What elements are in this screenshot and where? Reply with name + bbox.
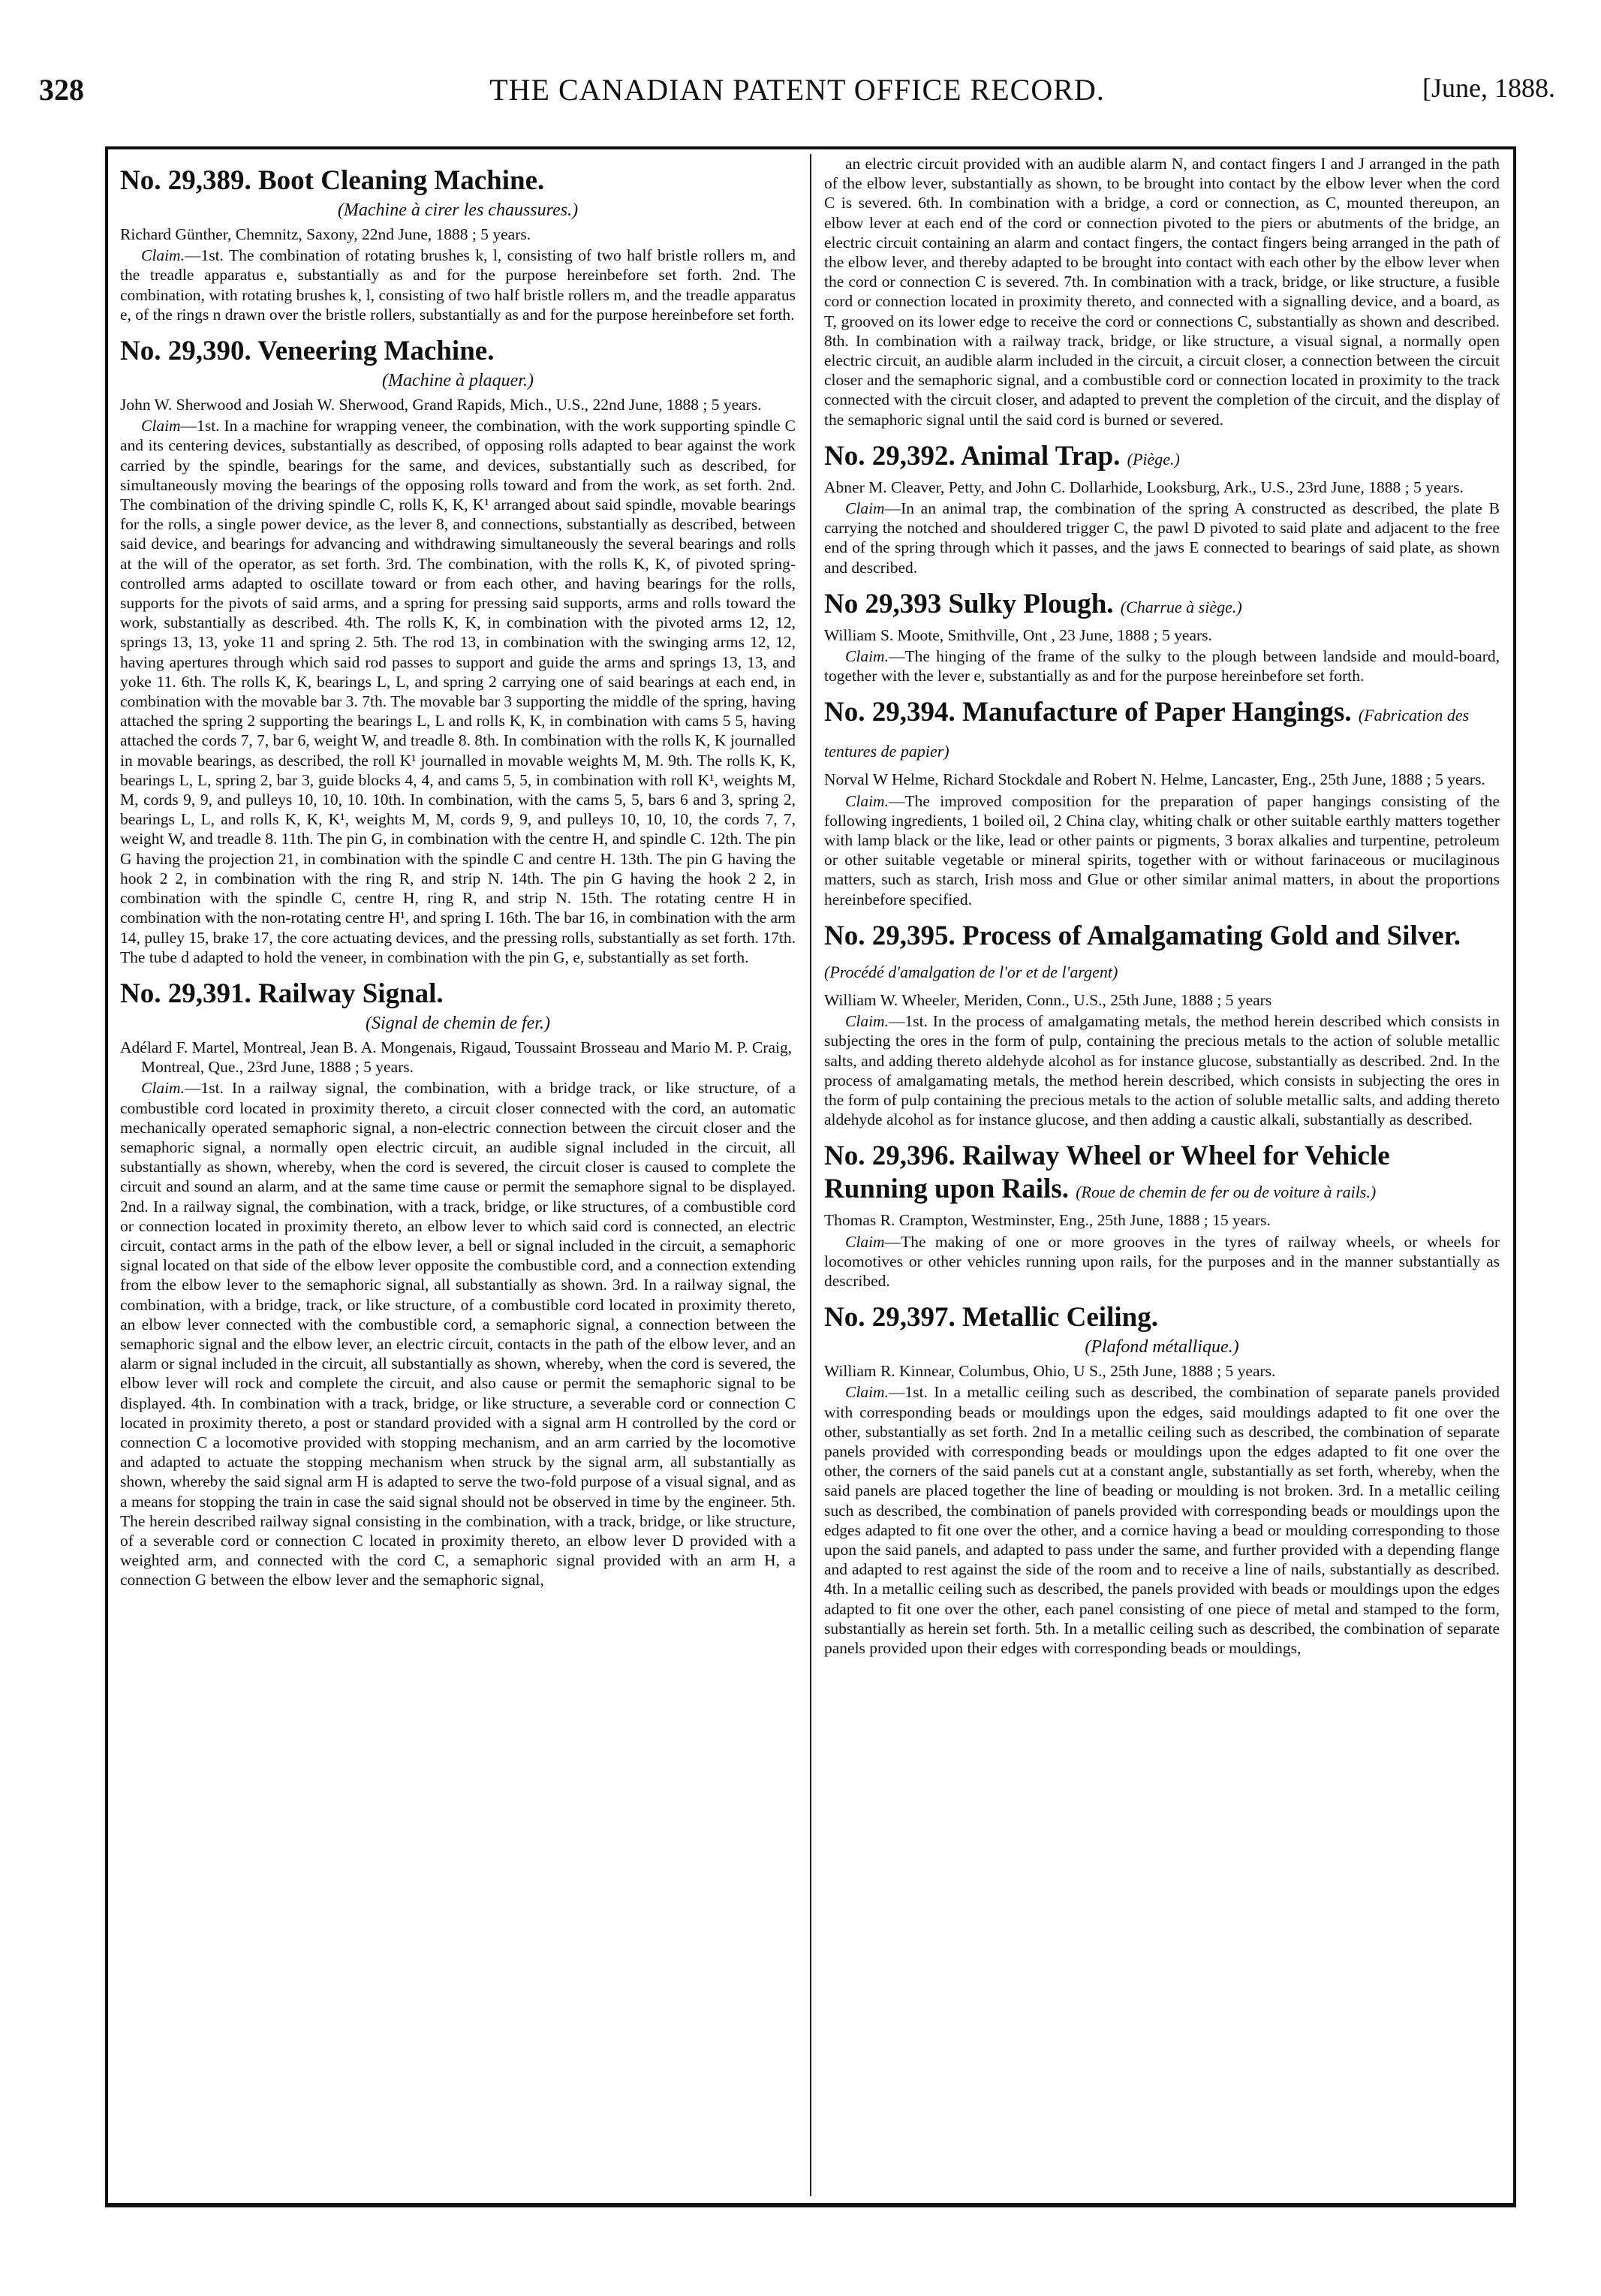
claim-body: —1st. The combination of rotating brushes k, l, consisting of two half bristle rollers m, and the treadle apparatus e, substantially as and for the purpose hereinbefore set forth. 2nd. The combination, with rotating brushes k, l, consisting of two half bristle rollers m, and the treadle apparatus e, of the rings n drawn over the bristle rollers, substantially as and for the purpose hereinbefore set forth. bbox=[120, 246, 796, 324]
claim-text bbox=[824, 1382, 1500, 1658]
patent-heading bbox=[824, 440, 1500, 476]
claim-text bbox=[824, 1232, 1500, 1291]
patent-title: No. 29,392. Animal Trap. bbox=[824, 440, 1121, 472]
patentee-line: William W. Wheeler, Meriden, Conn., U.S., 25th June, 1888 ; 5 years bbox=[824, 990, 1272, 1009]
claim-body: —The hinging of the frame of the sulky to the plough between landside and mould-board, together with the lever e, substantially as and for the purpose hereinbefore set forth. bbox=[824, 647, 1500, 685]
patent-heading bbox=[824, 588, 1500, 624]
claim-body: —1st. In a railway signal, the combination, with a bridge track, or like structure, of a combustible cord located in proximity thereto, a circuit closer connected with the cord, an automatic mechanically operated semaphoric signal, a non-electric connection between the circuit closer and the semaphoric signal, a normally open electric circuit, an audible signal included in the circuit, all substantially as shown, whereby, when the cord is severed, the circuit closer is caused to complete the circuit and sound an alarm, and at the same time cause or permit the semaphore signal to be displayed. 2nd. In a railway signal, the combination, with a track, bridge, or like structures, of a combustible cord or connection located in proximity thereto, an elbow lever to which said cord is connected, an electric circuit, contact arms in the path of the elbow lever, a bell or signal included in the circuit, a semaphoric signal located on that side of the elbow lever opposite the combustible cord, and a connection extending from the elbow lever to the semaphoric signal, all substantially as shown. 3rd. In a railway signal, the combination, with a bridge, track, or like structure, of a combustible cord located in proximity thereto, an elbow lever connected with the combustible cord, a semaphoric signal, a connection between the semaphoric signal and the elbow lever, an electric circuit, contacts in the path of the elbow lever, and an alarm or signal included in the circuit, all substantially as shown, whereby, when the cord is severed, the elbow lever will rock and complete the circuit, and also cause or permit the semaphoric signal to be displayed. 4th. In combination with a track, bridge, or like structure, a severable cord or connection C located in proximity thereto, a post or standard provided with a signal arm H controlled by the cord or connection C a locomotive provided with stopping mechanism, and an arm carried by the locomotive and adapted to actuate the stopping mechanism when struck by the signal arm, all substantially as shown, whereby the said signal arm H is adapted to serve the two-fold purpose of a visual signal, and as a means for stopping the train in case the said signal should not be observed in time by the engineer. 5th. The herein described railway signal consisting in the combination, with a track, bridge, or like structure, of a severable cord or connection C located in proximity thereto, an elbow lever D provided with a weighted arm, and connected with the cord C, a semaphoric signal provided with an arm H, a connection G between the elbow lever and the semaphoric signal, bbox=[120, 1079, 796, 1589]
claim-label: Claim. bbox=[141, 1079, 185, 1098]
claim-text bbox=[120, 416, 796, 967]
claim-label: Claim. bbox=[845, 791, 889, 810]
patent-entry bbox=[120, 978, 796, 1590]
patent-title: No 29,393 Sulky Plough. bbox=[824, 588, 1114, 619]
patent-title-french: (Roue de chemin de fer ou de voiture à rails.) bbox=[1076, 1183, 1377, 1202]
patentee-line: William S. Moote, Smithville, Ont , 23 June, 1888 ; 5 years. bbox=[824, 625, 1212, 644]
patent-heading bbox=[824, 1140, 1500, 1209]
patent-title: No. 29,390. Veneering Machine. bbox=[120, 336, 495, 367]
claim-label: Claim. bbox=[141, 246, 185, 265]
patent-subtitle-french: (Machine à plaquer.) bbox=[382, 371, 534, 391]
patent-entry bbox=[824, 1140, 1500, 1291]
claim-text bbox=[824, 646, 1500, 685]
patent-subtitle-french: (Signal de chemin de fer.) bbox=[366, 1013, 550, 1033]
claim-label: Claim. bbox=[845, 1012, 889, 1031]
publication-title: THE CANADIAN PATENT OFFICE RECORD. bbox=[489, 73, 1105, 107]
patent-heading bbox=[120, 335, 796, 368]
patent-title: No. 29,395. Process of Amalgamating Gold and Silver. bbox=[824, 920, 1461, 951]
patent-title: No. 29,389. Boot Cleaning Machine. bbox=[120, 165, 545, 196]
patent-title-french: (Charrue à siège.) bbox=[1120, 597, 1242, 616]
patent-subtitle-french: (Plafond métallique.) bbox=[1085, 1337, 1239, 1357]
patent-heading bbox=[824, 1301, 1500, 1334]
patent-entry bbox=[120, 164, 796, 324]
patent-entry bbox=[824, 154, 1500, 429]
claim-label: Claim bbox=[845, 1232, 885, 1251]
patentee-line: William R. Kinnear, Columbus, Ohio, U S., 25th June, 1888 ; 5 years. bbox=[824, 1362, 1276, 1381]
patentee-line: Thomas R. Crampton, Westminster, Eng., 25th June, 1888 ; 15 years. bbox=[824, 1211, 1271, 1230]
claim-label: Claim. bbox=[845, 647, 889, 666]
claim-body: —1st. In the process of amalgamating metals, the method herein described which consists in subjecting the ores in the form of pulp, containing the precious metals to the action of soluble metallic salts, and adding thereto aldehyde alcohol as for instance glucose, substantially as described. 2nd. In the process of amalgamating metals, the method herein described, which consists in subjecting the ores in the form of pulp containing the precious metals to the action of soluble metallic salts, and adding thereto aldehyde alcohol as for instance glucose, and then adding a caustic alkali, substantially as described. bbox=[824, 1012, 1500, 1129]
patentee-line: Abner M. Cleaver, Petty, and John C. Dollarhide, Looksburg, Ark., U.S., 23rd June, 1888 ; 5 years. bbox=[824, 478, 1464, 496]
patentee-line: Richard Günther, Chemnitz, Saxony, 22nd June, 1888 ; 5 years. bbox=[120, 225, 531, 243]
patent-title-french: (Fabrication des tentures de papier) bbox=[824, 706, 1470, 761]
claim-label: Claim bbox=[845, 499, 885, 518]
patent-heading bbox=[120, 978, 796, 1011]
left-column bbox=[120, 154, 796, 2196]
claim-body: —In an animal trap, the combination of the spring A constructed as described, the plate B carrying the notched and shouldered trigger C, the pawl D pivoted to said plate and adjacent to the free end of the spring through which it passes, and the jaws E connected to bearings of said plate, as shown and described. bbox=[824, 499, 1500, 577]
claim-body: —The improved composition for the preparation of paper hangings consisting of the following ingredients, 1 boiled oil, 2 China clay, whiting chalk or other suitable earthly matters together with lamp black or the like, lead or other paints or pigments, 3 borax alkalies and turpentine, petroleum or other suitable vegetable or mineral spirits, together with or without farinaceous or mucilaginous matters, such as starch, Irish moss and Glue or other similar animal matters, in about the proportions hereinbefore specified. bbox=[824, 791, 1500, 908]
claim-text bbox=[120, 246, 796, 324]
claim-text bbox=[824, 1011, 1500, 1129]
claim-body: —1st. In a metallic ceiling such as described, the combination of separate panels provided with corresponding beads or mouldings upon the edges, said mouldings adapted to fit one over the other, substantially as set forth. 2nd In a metallic ceiling such as described, the combination of separate panels provided with corresponding beads or mouldings upon the edges adapted to fit one over the other, the corners of the said panels cut at a constant angle, substantially as set forth, whereby, when the said panels are placed together the line of beading or moulding is not broken. 3rd. In a metallic ceiling such as described, the combination of panels provided with corresponding beads or mouldings upon the edges adapted to fit one over the other, and a cornice having a bead or moulding corresponding to those upon the said panels, and adapted to pass under the same, and further provided with a depending flange and adapted to rest against the side of the room and to receive a line of nails, substantially as described. 4th. In a metallic ceiling such as described, the panels provided with beads or mouldings upon the edges adapted to fit one over the other, each panel consisting of one piece of metal and stamped to the form, substantially as herein set forth. 5th. In a metallic ceiling such as described, the combination of separate panels provided upon their edges with corresponding beads or mouldings, bbox=[824, 1383, 1500, 1657]
patent-entry bbox=[824, 588, 1500, 686]
patent-entry bbox=[824, 696, 1500, 908]
patent-title-french: (Piège.) bbox=[1127, 449, 1180, 469]
claim-body: an electric circuit provided with an audible alarm N, and contact fingers I and J arranged in the path of the elbow lever, substantially as shown, to be brought into contact by the elbow lever when the cord C is severed. 6th. In combination with a bridge, a cord or connection, as C, mounted thereupon, an elbow lever at each end of the cord or connection pivoted to the piers or abutments of the bridge, an electric circuit containing an alarm and contact fingers, the contact fingers being arranged in the path of the elbow lever, and thereby adapted to be brought into contact with each other by the elbow lever when the cord or connection C is severed. 7th. In combination with a track, bridge, or like structure, a fusible cord or connection located in proximity thereto, and connected with a signalling device, and a board, as T, grooved on its lower edge to receive the cord or connections C, substantially as shown and described. 8th. In combination with a railway track, bridge, or like structure, a visual signal, a normally open electric circuit, an audible alarm included in the circuit, a circuit closer, a connection between the circuit closer and the semaphoric signal, and a combustible cord or connection located in proximity to the track connected with the circuit closer, and adapted to prevent the completion of the circuit, and the display of the semaphoric signal until the said cord is burned or severed. bbox=[824, 155, 1500, 429]
patent-title: No. 29,397. Metallic Ceiling. bbox=[824, 1302, 1158, 1333]
claim-body: —The making of one or more grooves in the tyres of railway wheels, or wheels for locomotives or other vehicles running upon rails, for the purposes and in the manner substantially as described. bbox=[824, 1232, 1500, 1290]
claim-label: Claim. bbox=[845, 1383, 889, 1402]
claim-text bbox=[824, 499, 1500, 577]
claim-text bbox=[824, 791, 1500, 909]
patent-title: No. 29,394. Manufacture of Paper Hangings. bbox=[824, 697, 1352, 728]
running-header bbox=[39, 72, 1555, 117]
issue-date: [June, 1888. bbox=[1422, 73, 1555, 103]
patent-heading bbox=[120, 164, 796, 197]
patent-subtitle-french: (Machine à cirer les chaussures.) bbox=[337, 200, 579, 220]
claim-text bbox=[120, 1078, 796, 1589]
patent-entry bbox=[824, 1301, 1500, 1658]
patent-entry bbox=[824, 920, 1500, 1129]
patent-heading bbox=[824, 696, 1500, 768]
patent-title: No. 29,396. Railway Wheel or Wheel for Vehicle Running upon Rails. bbox=[824, 1140, 1390, 1205]
patent-entry bbox=[120, 335, 796, 967]
page-number: 328 bbox=[39, 73, 84, 107]
patent-title: No. 29,391. Railway Signal. bbox=[120, 978, 444, 1009]
patent-entry bbox=[824, 440, 1500, 577]
claim-text bbox=[824, 154, 1500, 429]
patentee-line: John W. Sherwood and Josiah W. Sherwood, Grand Rapids, Mich., U.S., 22nd June, 1888 ; 5 years. bbox=[120, 396, 762, 414]
claim-body: —1st. In a machine for wrapping veneer, the combination, with the work supporting spindle C and its centering devices, substantially as described, of opposing rolls adapted to bear against the work carried by the spindle, bearings for the same, and devices, substantially such as described, for simultaneously moving the bearings of the opposing rolls toward and from the work, as set forth. 2nd. The combination of the driving spindle C, rolls K, K, K¹ arranged about said spindle, movable bearings for the rolls, a single power device, as the lever 8, and connections, substantially as described, between said device, and bearings for advancing and withdrawing simultaneously the several bearings and rolls at the will of the operator, as set forth. 3rd. The combination, with the rolls K, K, of pivoted spring-controlled arms adapted to oscillate toward or from each other, and having bearings for the rolls, supports for the pivots of said arms, and a spring for pressing said supports, arms and rolls toward the work, substantially as described. 4th. The rolls K, K, in combination with the pivoted arms 12, 12, springs 13, 13, yoke 11 and spring 2. 5th. The rod 13, in combination with the swinging arms 12, 12, having apertures through which said rod passes to support and guide the arms and springs 13, 13, and yoke 11. 6th. The rolls K, K, bearings L, L, and spring 2 carrying one of said bearings at each end, in combination with the movable bar 3. 7th. The movable bar 3 supporting the middle of the spring, having attached the spring 2 supporting the bearings L, L and rolls K, K, in combination with cams 5 5, having attached the cords 7, 7, bar 6, weight W, and treadle 8. 8th. In combination with the rolls K, K journalled in movable bearings, as described, the roll K¹ journalled in movable weights M, M. 9th. The rolls K, K, bearings L, L, spring 2, bar 3, guide blocks 4, 4, and cams 5, 5, in combination with roll K¹, weights M, M, cords 9, 9, and pulleys 10, 10, 10. 10th. In combination, with the cams 5, 5, bars 6 and 3, spring 2, bearings L, L, and rolls K, K, K¹, weights M, M, cords 9, 9, and pulleys 10, 10, 10, the cords 7, 7, weight W, and treadle 8. 11th. The pin G, in combination with the centre H, and spindle C. 12th. The pin G having the projection 21, in combination with the spindle C and centre H. 13th. The pin G having the hook 2 2, in combination with the ring R, and strip N. 14th. The pin G having the hook 2 2, in combination with the spindle C, centre H, ring R, and strip N. 15th. The rotating centre H in combination with the non-rotating centre H¹, and spring I. 16th. The bar 16, in combination with the arm 14, pulley 15, brake 17, the core actuating devices, and the pressing rolls, substantially as set forth. 17th. The tube d adapted to hold the veneer, in combination with the pin G, e, substantially as set forth. bbox=[120, 417, 796, 966]
patentee-line: Norval W Helme, Richard Stockdale and Robert N. Helme, Lancaster, Eng., 25th June, 1888 ; 5 years. bbox=[824, 770, 1485, 789]
claim-label: Claim bbox=[141, 417, 181, 435]
column-divider bbox=[810, 154, 811, 2196]
patent-title-french: (Procédé d'amalgation de l'or et de l'argent) bbox=[824, 962, 1118, 981]
patent-heading bbox=[824, 920, 1500, 989]
right-column bbox=[824, 154, 1500, 2196]
patentee-line: Adélard F. Martel, Montreal, Jean B. A. Mongenais, Rigaud, Toussaint Brosseau and Mario M. P. Craig, Montreal, Que., 23rd June, 1888 ; 5 years. bbox=[120, 1038, 793, 1077]
